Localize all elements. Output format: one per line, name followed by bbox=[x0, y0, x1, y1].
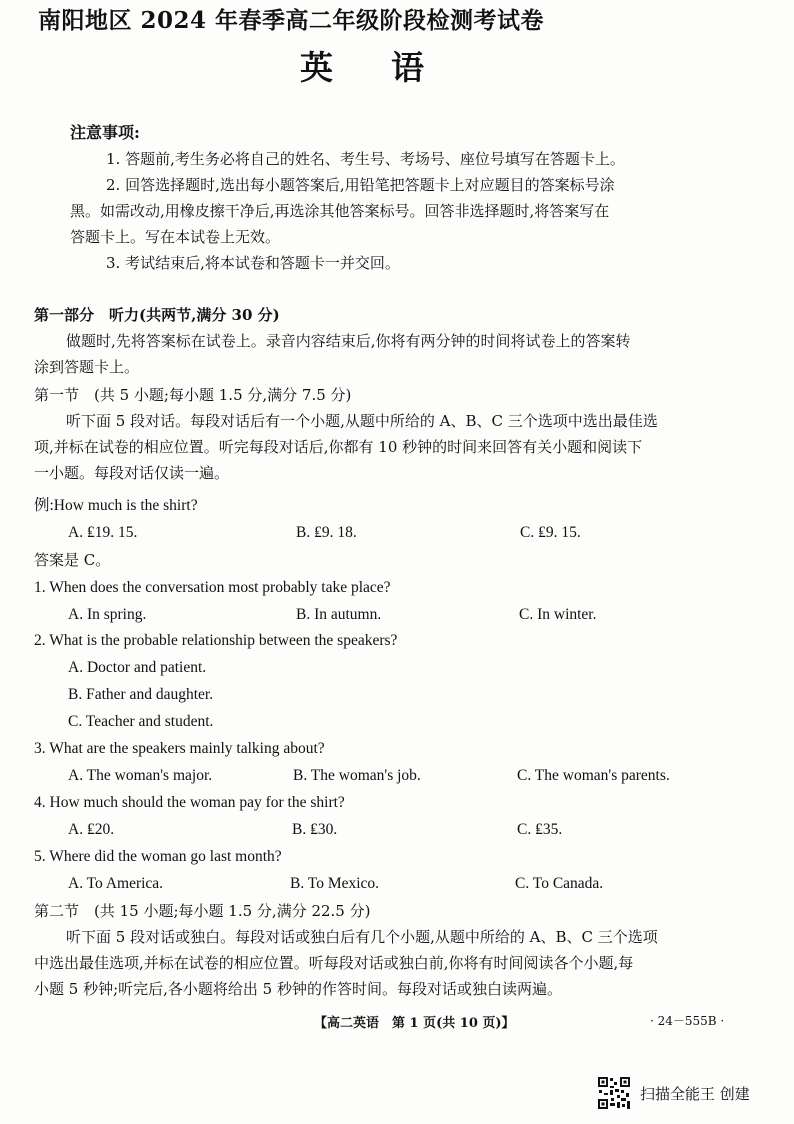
page-footer-code: · 24－555B · bbox=[650, 1014, 725, 1028]
example-option-a: A. ₤19. 15. bbox=[68, 524, 138, 541]
question-2-option-b: B. Father and daughter. bbox=[68, 686, 214, 703]
question-2-option-c: C. Teacher and student. bbox=[68, 713, 214, 730]
notice-item-3: 3. 考试结束后,将本试卷和答题卡一并交回。 bbox=[106, 254, 400, 272]
part1-intro-line-1: 做题时,先将答案标在试卷上。录音内容结束后,你将有两分钟的时间将试卷上的答案转 bbox=[66, 332, 631, 350]
question-3-option-c: C. The woman's parents. bbox=[517, 767, 670, 784]
notice-item-1: 1. 答题前,考生务必将自己的姓名、考生号、考场号、座位号填写在答题卡上。 bbox=[106, 150, 625, 168]
notice-item-2-line-1: 2. 回答选择题时,选出每小题答案后,用铅笔把答题卡上对应题目的答案标号涂 bbox=[106, 176, 615, 194]
scanner-watermark-text: 扫描全能王 创建 bbox=[640, 1085, 750, 1103]
part1-intro-line-2: 涂到答题卡上。 bbox=[34, 358, 140, 376]
section2-instructions-line-2: 中选出最佳选项,并标在试卷的相应位置。听每段对话或独白前,你将有时间阅读各个小题,每 bbox=[34, 954, 634, 972]
section2-instructions-line-3: 小题 5 秒钟;听完后,各小题将给出 5 秒钟的作答时间。每段对话或独白读两遍。 bbox=[34, 980, 562, 998]
question-5-stem: 5. Where did the woman go last month? bbox=[34, 848, 282, 865]
example-question: 例:How much is the shirt? bbox=[34, 497, 198, 514]
section1-instructions-line-2: 项,并标在试卷的相应位置。听完每段对话后,你都有 10 秒钟的时间来回答有关小题和阅读下 bbox=[34, 438, 643, 456]
exam-title: 南阳地区 2024 年春季高二年级阶段检测考试卷 bbox=[38, 7, 545, 34]
question-5-option-a: A. To America. bbox=[68, 875, 164, 892]
question-3-option-b: B. The woman's job. bbox=[293, 767, 421, 784]
notice-heading: 注意事项: bbox=[70, 123, 140, 142]
subject-title: 英语 bbox=[300, 48, 482, 87]
question-3-option-a: A. The woman's major. bbox=[68, 767, 213, 784]
question-4-option-c: C. ₤35. bbox=[517, 821, 563, 838]
question-1-option-b: B. In autumn. bbox=[296, 606, 382, 623]
question-4-option-a: A. ₤20. bbox=[68, 821, 115, 838]
part1-heading: 第一部分 听力(共两节,满分 30 分) bbox=[34, 306, 280, 324]
section2-heading: 第二节 (共 15 小题;每小题 1.5 分,满分 22.5 分) bbox=[34, 902, 371, 920]
question-2-stem: 2. What is the probable relationship between the speakers? bbox=[34, 632, 398, 649]
example-option-b: B. ₤9. 18. bbox=[296, 524, 357, 541]
page-footer-title: 【高二英语 第 1 页(共 10 页)】 bbox=[314, 1016, 515, 1031]
question-2-option-a: A. Doctor and patient. bbox=[68, 659, 207, 676]
notice-item-2-line-2: 黑。如需改动,用橡皮擦干净后,再选涂其他答案标号。回答非选择题时,将答案写在 bbox=[70, 202, 610, 220]
section1-instructions-line-3: 一小题。每段对话仅读一遍。 bbox=[34, 464, 230, 482]
section1-heading: 第一节 (共 5 小题;每小题 1.5 分,满分 7.5 分) bbox=[34, 386, 352, 404]
question-5-option-b: B. To Mexico. bbox=[290, 875, 380, 892]
notice-item-2-line-3: 答题卡上。写在本试卷上无效。 bbox=[70, 228, 281, 246]
question-1-option-a: A. In spring. bbox=[68, 606, 147, 623]
question-5-option-c: C. To Canada. bbox=[515, 875, 604, 892]
question-4-option-b: B. ₤30. bbox=[292, 821, 338, 838]
question-1-stem: 1. When does the conversation most probably take place? bbox=[34, 579, 391, 596]
question-4-stem: 4. How much should the woman pay for the shirt? bbox=[34, 794, 345, 811]
question-3-stem: 3. What are the speakers mainly talking about? bbox=[34, 740, 325, 757]
example-option-c: C. ₤9. 15. bbox=[520, 524, 581, 541]
example-answer: 答案是 C。 bbox=[34, 551, 111, 569]
section2-instructions-line-1: 听下面 5 段对话或独白。每段对话或独白后有几个小题,从题中所给的 A、B、C 三个选项 bbox=[66, 928, 658, 946]
question-1-option-c: C. In winter. bbox=[519, 606, 597, 623]
qr-code-icon bbox=[597, 1076, 631, 1110]
section1-instructions-line-1: 听下面 5 段对话。每段对话后有一个小题,从题中所给的 A、B、C 三个选项中选出最佳选 bbox=[66, 412, 658, 430]
